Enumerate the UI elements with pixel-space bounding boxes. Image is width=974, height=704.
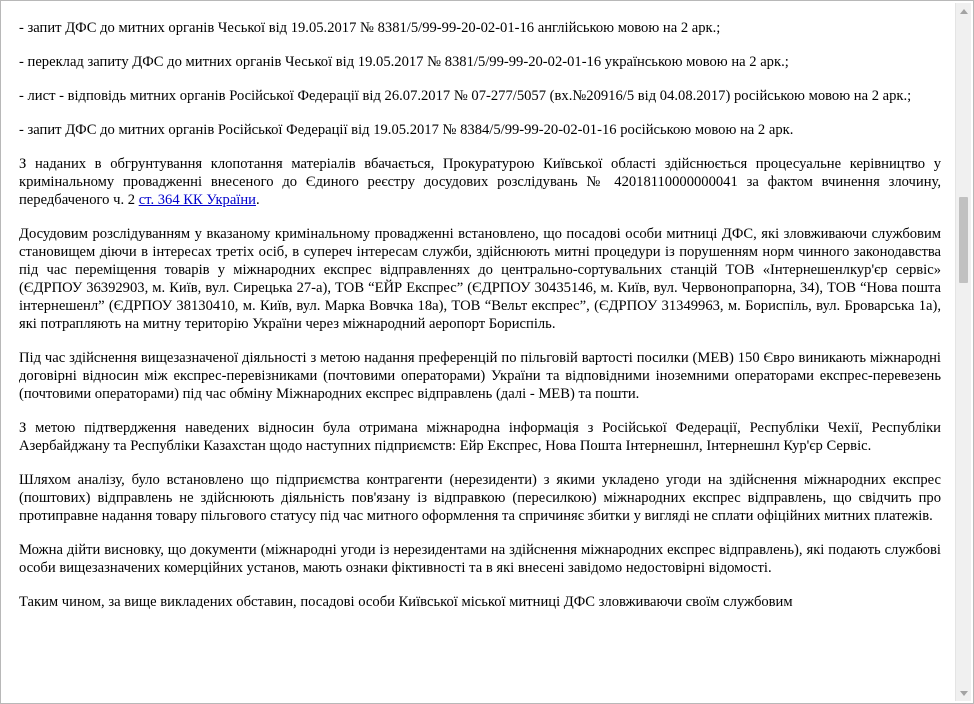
- attachment-item-1: - запит ДФС до митних органів Чеської від 19.05.2017 № 8381/5/99-99-20-02-01-16 англійською мовою на 2 арк.;: [19, 20, 721, 36]
- arrow-up-icon: [960, 9, 968, 14]
- scrollbar-thumb[interactable]: [959, 197, 968, 283]
- arrow-down-icon: [960, 691, 968, 696]
- paragraph-international-info: З метою підтвердження наведених відносин була отримана міжнародна інформація з Російської Федерації, Республіки Чехії, Республіки Азербайджану та Республіки Казахстан щодо наступних підприємств: Ейр Експрес, Нова Пошта Інтернешнл, Інтернешнл Кур'єр Сервіс.: [19, 420, 941, 454]
- paragraph-pretrial-findings: Досудовим розслідуванням у вказаному кримінальному провадженні встановлено, що посадові особи митниці ДФС, які зловживаючи службовим становищем діючи в інтересах третіх осіб, в супереч інтересам служби, здійснюють митні процедури із порушенням норм чинного законодавства під час переміщення товарів у міжнародних експрес відправленнях до центрально-сортувальних станцій ТОВ «Інтернешенлкур'єр сервіс» (ЄДРПОУ 36392903, м. Київ, вул. Сирецька 27-а), ТОВ “ЕЙР Експрес” (ЄДРПОУ 30435146, м. Київ, вул. Червонопрапорна, 34), ТОВ “Нова пошта інтернешенл” (ЄДРПОУ 38130410, м. Київ, вул. Марка Вовчка 18а), ТОВ “Вельт експрес”, (ЄДРПОУ 31349963, м. Бориспіль, вул. Броварська 1а), які потрапляють на митну територію України через міжнародний аеропорт Бориспіль.: [19, 226, 941, 332]
- document-scroll-area[interactable]: [3, 3, 955, 701]
- scroll-down-button[interactable]: [956, 685, 972, 701]
- paragraph-investigation-end: .: [256, 192, 260, 208]
- scroll-up-button[interactable]: [956, 3, 972, 19]
- attachment-item-3: - лист - відповідь митних органів Російської Федерації від 26.07.2017 № 07-277/5057 (вх.№20916/5 від 04.08.2017) російською мовою на 2 арк.;: [19, 88, 912, 104]
- law-article-link[interactable]: ст. 364 КК України: [138, 192, 256, 208]
- paragraph-investigation: [19, 155, 941, 209]
- vertical-scrollbar[interactable]: [955, 3, 971, 701]
- paragraph-preferences: Під час здійснення вищезазначеної діяльності з метою надання преференцій по пільговій вартості посилки (МЕВ) 150 Євро виникають міжнародні договірні відносин між експрес-перевізниками (почтовими операторами) України та відповідними іноземними операторами експрес-перевезень (почтовими операторами) під час обміну Міжнародних експрес відправлень (далі - МЕВ) та пошти.: [19, 350, 941, 402]
- paragraph-conclusion: Можна дійти висновку, що документи (міжнародні угоди із нерезидентами на здійснення міжнародних експрес відправлень), які подають службові особи вищезазначених комерційних установ, мають ознаки фіктивності та в які внесені завідомо недостовірні відомості.: [19, 542, 941, 576]
- paragraph-continuation: Таким чином, за вище викладених обставин, посадові особи Київської міської митниці ДФС зловживаючи своїм службовим: [19, 594, 793, 610]
- attachment-item-4: - запит ДФС до митних органів Російської Федерації від 19.05.2017 № 8384/5/99-99-20-02-01-16 російською мовою на 2 арк.: [19, 122, 794, 138]
- document-content: [19, 19, 941, 611]
- attachment-item-2: - переклад запиту ДФС до митних органів Чеської від 19.05.2017 № 8381/5/99-99-20-02-01-16 українською мовою на 2 арк.;: [19, 54, 789, 70]
- paragraph-analysis: Шляхом аналізу, було встановлено що підприємства контрагенти (нерезиденти) з якими укладено угоди на здійснення міжнародних експрес (поштових) відправлень не здійснюють діяльність пов'язану із відправкою (пересилкою) міжнародних експрес відправлень, що свідчить про протиправне надання товару пільгового статусу під час митного оформлення та спричиняє збитки у вигляді не сплати офіційних митних платежів.: [19, 472, 941, 524]
- paragraph-investigation-text: З наданих в обгрунтування клопотання матеріалів вбачається, Прокуратурою Київської області здійснюється процесуальне керівництво у кримінальному провадженні внесеного до Єдиного реєстру досудових розслідувань № 42018110000000041 за фактом вчинення злочину, передбаченого ч. 2: [19, 156, 941, 208]
